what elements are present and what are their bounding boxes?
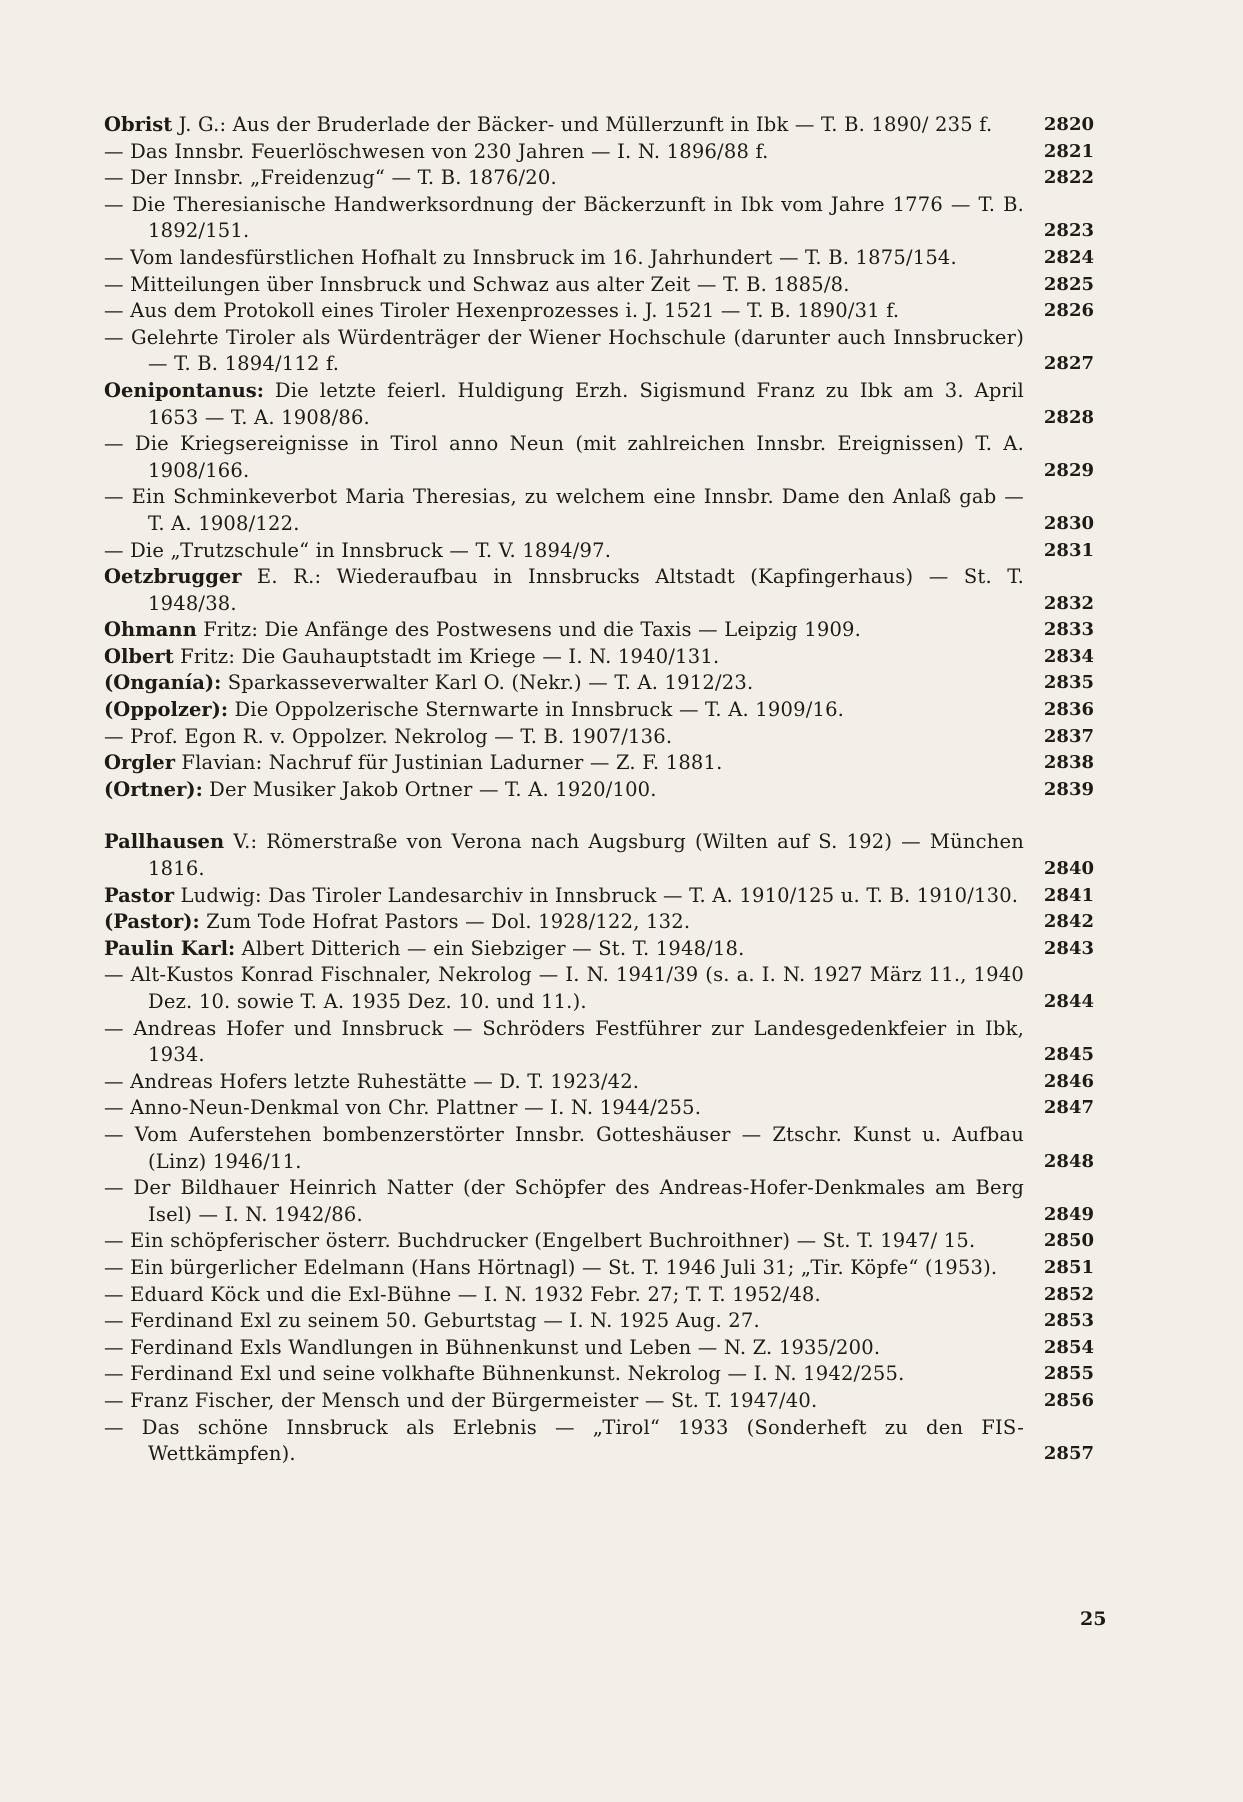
entry-number: 2832: [1043, 592, 1094, 614]
entry-text: Die Oppolzerische Sternwarte in Innsbruck — T. A. 1909/16.: [228, 698, 845, 722]
bibliography-list: [104, 112, 1094, 1468]
bibliography-entry: [104, 378, 1094, 431]
bibliography-entry: [104, 1361, 1094, 1388]
bibliography-entry: [104, 1016, 1094, 1069]
entry-text: — Prof. Egon R. v. Oppolzer. Nekrolog — T. B. 1907/136.: [104, 724, 673, 748]
bibliography-entry: [104, 697, 1094, 724]
entry-text: — Die „Trutzschule“ in Innsbruck — T. V. 1894/97.: [104, 538, 612, 562]
section-gap: [104, 803, 1094, 829]
entry-author: Obrist: [104, 113, 173, 136]
bibliography-entry: [104, 272, 1094, 299]
entry-number: 2848: [1043, 1150, 1094, 1172]
entry-author: (Onganía):: [104, 671, 222, 695]
entry-text: — Andreas Hofer und Innsbruck — Schröders Festführer zur Landesgedenkfeier in Ibk, 1934.: [104, 1016, 1024, 1067]
entry-number: 2828: [1043, 406, 1094, 428]
entry-text: — Aus dem Protokoll eines Tiroler Hexenprozesses i. J. 1521 — T. B. 1890/31 f.: [104, 299, 900, 323]
bibliography-entry: [104, 644, 1094, 671]
entry-text: Sparkasseverwalter Karl O. (Nekr.) — T. A. 1912/23.: [221, 671, 754, 695]
entry-number: 2834: [1043, 645, 1094, 667]
entry-author: Ohmann: [104, 618, 197, 642]
entry-number: 2852: [1043, 1283, 1094, 1305]
bibliography-entry: [104, 1069, 1094, 1096]
entry-number: 2851: [1043, 1256, 1094, 1278]
entry-text: — Franz Fischer, der Mensch und der Bürgermeister — St. T. 1947/40.: [104, 1388, 818, 1412]
entry-number: 2854: [1043, 1336, 1094, 1358]
bibliography-entry: [104, 245, 1094, 272]
bibliography-entry: [104, 829, 1094, 882]
entry-text: — Das Innsbr. Feuerlöschwesen von 230 Jahren — I. N. 1896/88 f.: [104, 139, 769, 163]
entry-number: 2821: [1043, 140, 1094, 162]
bibliography-entry: [104, 112, 1094, 139]
entry-number: 2850: [1043, 1230, 1094, 1252]
bibliography-entry: [104, 564, 1094, 617]
entry-text: — Mitteilungen über Innsbruck und Schwaz aus alter Zeit — T. B. 1885/8.: [104, 272, 850, 296]
entry-text: V.: Römerstraße von Verona nach Augsburg (Wilten auf S. 192) — München 1816.: [148, 830, 1024, 881]
bibliography-entry: [104, 1388, 1094, 1415]
entry-text: — Vom landesfürstlichen Hofhalt zu Innsbruck im 16. Jahrhundert — T. B. 1875/154.: [104, 245, 957, 269]
entry-text: — Der Bildhauer Heinrich Natter (der Schöpfer des Andreas-Hofer-Denkmales am Berg Isel) — I. N. 1942/86.: [104, 1176, 1024, 1226]
entry-author: Paulin Karl:: [104, 936, 236, 960]
bibliography-entry: [104, 1175, 1094, 1228]
bibliography-entry: [104, 883, 1094, 910]
bibliography-entry: [104, 325, 1094, 378]
entry-text: Zum Tode Hofrat Pastors — Dol. 1928/122, 132.: [199, 910, 691, 934]
bibliography-entry: [104, 909, 1094, 936]
bibliography-entry: [104, 670, 1094, 697]
bibliography-entry: [104, 298, 1094, 325]
entry-text: Fritz: Die Gauhauptstadt im Kriege — I. N. 1940/131.: [173, 644, 720, 668]
entry-number: 2842: [1043, 911, 1094, 933]
bibliography-entry: [104, 192, 1094, 245]
entry-number: 2856: [1043, 1389, 1094, 1411]
entry-number: 2849: [1043, 1203, 1094, 1225]
bibliography-entry: [104, 1308, 1094, 1335]
entry-number: 2825: [1043, 273, 1094, 295]
entry-text: J. G.: Aus der Bruderlade der Bäcker- und Müllerzunft in Ibk — T. B. 1890/ 235 f.: [172, 113, 993, 136]
entry-number: 2826: [1043, 300, 1094, 322]
entry-text: — Ein bürgerlicher Edelmann (Hans Hörtnagl) — St. T. 1946 Juli 31; „Tir. Köpfe“ (1953).: [104, 1255, 998, 1279]
entry-author: (Pastor):: [104, 910, 200, 934]
entry-text: — Vom Auferstehen bombenzerstörter Innsbr. Gotteshäuser — Ztschr. Kunst u. Aufbau (Linz) 1946/11.: [104, 1122, 1024, 1173]
entry-number: 2853: [1043, 1310, 1094, 1332]
entry-number: 2846: [1043, 1070, 1094, 1092]
entry-number: 2843: [1043, 937, 1094, 959]
bibliography-entry: [104, 1095, 1094, 1122]
entry-text: — Die Kriegsereignisse in Tirol anno Neun (mit zahlreichen Innsbr. Ereignissen) T. A. 1908/166.: [104, 432, 1024, 482]
bibliography-entry: [104, 165, 1094, 192]
entry-text: — Ferdinand Exl zu seinem 50. Geburtstag — I. N. 1925 Aug. 27.: [104, 1309, 760, 1333]
entry-author: Pallhausen: [104, 830, 225, 854]
entry-author: Pastor: [104, 883, 175, 907]
entry-number: 2829: [1043, 459, 1094, 481]
entry-author: Oenipontanus:: [104, 378, 264, 402]
entry-text: — Gelehrte Tiroler als Würdenträger der Wiener Hochschule (darunter auch Innsbrucker) — T. B. 1894/112 f.: [104, 325, 1024, 376]
bibliography-entry: [104, 777, 1094, 804]
entry-number: 2837: [1043, 725, 1094, 747]
entry-number: 2845: [1043, 1044, 1094, 1066]
entry-text: — Anno-Neun-Denkmal von Chr. Plattner — I. N. 1944/255.: [104, 1096, 702, 1120]
entry-text: Flavian: Nachruf für Justinian Ladurner — Z. F. 1881.: [174, 751, 723, 775]
entry-number: 2833: [1043, 619, 1094, 641]
entry-text: — Ferdinand Exl und seine volkhafte Bühnenkunst. Nekrolog — I. N. 1942/255.: [104, 1362, 905, 1386]
entry-text: — Die Theresianische Handwerksordnung der Bäckerzunft in Ibk vom Jahre 1776 — T. B. 1892/151.: [104, 192, 1024, 243]
entry-author: (Oppolzer):: [104, 698, 229, 722]
entry-number: 2838: [1043, 752, 1094, 774]
entry-text: Fritz: Die Anfänge des Postwesens und die Taxis — Leipzig 1909.: [196, 618, 862, 642]
bibliography-entry: [104, 617, 1094, 644]
bibliography-entry: [104, 962, 1094, 1015]
entry-text: — Andreas Hofers letzte Ruhestätte — D. T. 1923/42.: [104, 1069, 640, 1093]
entry-number: 2857: [1043, 1443, 1094, 1465]
entry-number: 2840: [1043, 858, 1094, 880]
bibliography-entry: [104, 1122, 1094, 1175]
entry-number: 2836: [1043, 699, 1094, 721]
bibliography-entry: [104, 431, 1094, 484]
entry-author: (Ortner):: [104, 777, 203, 801]
entry-author: Olbert: [104, 644, 174, 668]
entry-text: Der Musiker Jakob Ortner — T. A. 1920/100.: [202, 777, 657, 801]
entry-number: 2844: [1043, 991, 1094, 1012]
entry-author: Orgler: [104, 751, 175, 775]
entry-text: — Ein schöpferischer österr. Buchdrucker (Engelbert Buchroithner) — St. T. 1947/ 15.: [104, 1229, 976, 1253]
entry-number: 2841: [1043, 884, 1094, 906]
bibliography-entry: [104, 750, 1094, 777]
bibliography-entry: [104, 139, 1094, 166]
entry-text: E. R.: Wiederaufbau in Innsbrucks Altstadt (Kapfingerhaus) — St. T. 1948/38.: [148, 565, 1024, 615]
entry-number: 2830: [1043, 512, 1094, 534]
entry-text: — Das schöne Innsbruck als Erlebnis — „Tirol“ 1933 (Sonderheft zu den FIS-Wettkämpfen).: [104, 1415, 1024, 1466]
entry-number: 2822: [1043, 167, 1094, 189]
bibliography-entry: [104, 1282, 1094, 1309]
bibliography-entry: [104, 1335, 1094, 1362]
entry-number: 2827: [1043, 353, 1094, 375]
entry-text: Albert Ditterich — ein Siebziger — St. T. 1948/18.: [235, 936, 745, 960]
entry-text: Ludwig: Das Tiroler Landesarchiv in Innsbruck — T. A. 1910/125 u. T. B. 1910/130.: [174, 883, 1019, 907]
entry-text: — Eduard Köck und die Exl-Bühne — I. N. 1932 Febr. 27; T. T. 1952/48.: [104, 1282, 821, 1306]
entry-number: 2831: [1043, 539, 1094, 561]
bibliography-entry: [104, 1415, 1094, 1468]
entry-text: — Alt-Kustos Konrad Fischnaler, Nekrolog — I. N. 1941/39 (s. a. I. N. 1927 März 11., 1940 Dez. 10. sowie T. A. 1935 Dez. 10. und 11.).: [104, 963, 1024, 1013]
entry-author: Oetzbrugger: [104, 565, 242, 589]
entry-number: 2823: [1043, 220, 1094, 242]
entry-text: — Ein Schminkeverbot Maria Theresias, zu welchem eine Innsbr. Dame den Anlaß gab — T. A. 1908/122.: [104, 485, 1024, 535]
page-number: 25: [1080, 1608, 1107, 1630]
bibliography-entry: [104, 1255, 1094, 1282]
entry-number: 2847: [1043, 1097, 1094, 1119]
entry-number: 2835: [1043, 672, 1094, 694]
entry-number: 2824: [1043, 246, 1094, 268]
bibliography-entry: [104, 1228, 1094, 1255]
bibliography-entry: [104, 484, 1094, 537]
bibliography-entry: [104, 724, 1094, 751]
entry-number: 2839: [1043, 778, 1094, 800]
entry-text: — Der Innsbr. „Freidenzug“ — T. B. 1876/20.: [104, 166, 557, 190]
bibliography-entry: [104, 538, 1094, 565]
entry-number: 2855: [1043, 1363, 1094, 1385]
entry-text: — Ferdinand Exls Wandlungen in Bühnenkunst und Leben — N. Z. 1935/200.: [104, 1335, 881, 1359]
entry-number: 2820: [1043, 114, 1094, 135]
bibliography-entry: [104, 936, 1094, 963]
entry-text: Die letzte feierl. Huldigung Erzh. Sigismund Franz zu Ibk am 3. April 1653 — T. A. 1908/86.: [148, 378, 1024, 429]
